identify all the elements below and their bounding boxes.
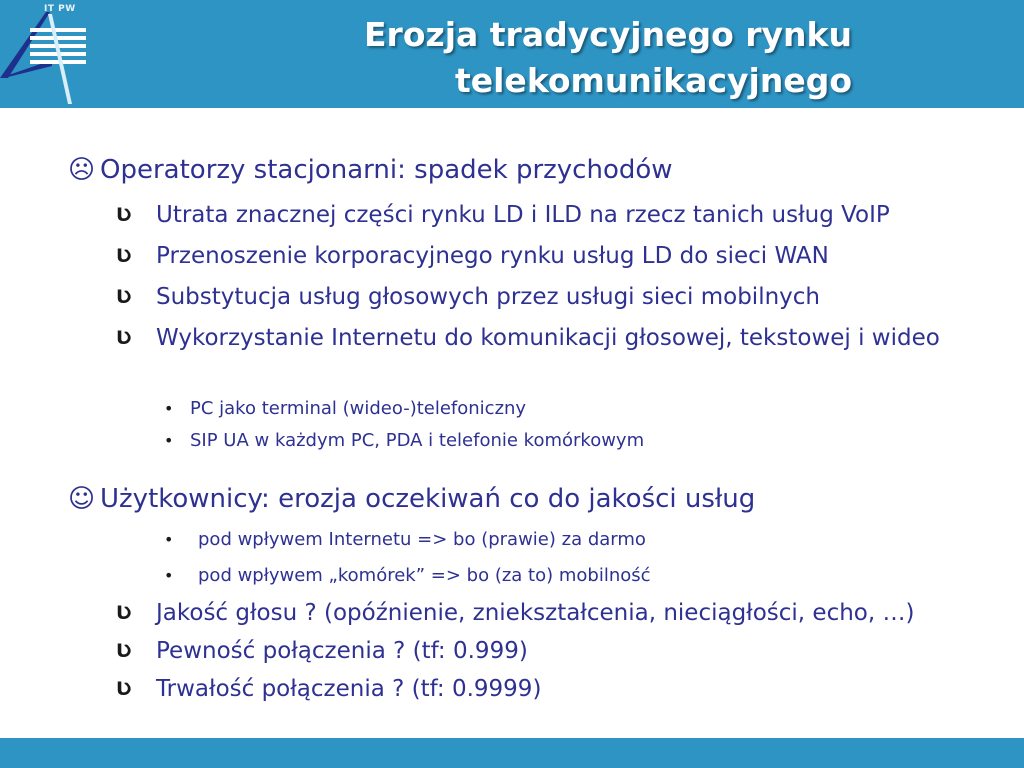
arrow-bullet-icon: Ʋ xyxy=(116,245,132,267)
arrow-bullet-icon: Ʋ xyxy=(116,286,132,308)
section-heading-text: Operatorzy stacjonarni: spadek przychodów xyxy=(100,155,673,185)
university-logo xyxy=(0,0,100,108)
dot-bullet-icon: • xyxy=(164,399,174,418)
list-item xyxy=(116,280,946,314)
sad-face-icon: ☹ xyxy=(68,155,96,185)
header-bar xyxy=(0,0,1024,108)
sub-list-item-text: SIP UA w każdym PC, PDA i telefonie komórkowym xyxy=(190,430,645,451)
arrow-bullet-icon: Ʋ xyxy=(116,640,132,662)
list-item-text: Trwałość połączenia ? (tf: 0.9999) xyxy=(156,676,542,702)
list-item xyxy=(116,672,946,706)
sub-list-item xyxy=(164,561,651,591)
smiley-face-icon: ☺ xyxy=(68,484,96,514)
list-item-text: Utrata znacznej części rynku LD i ILD na rzecz tanich usług VoIP xyxy=(156,202,890,228)
list-item-text: Jakość głosu ? (opóźnienie, zniekształcenia, nieciągłości, echo, …) xyxy=(156,600,915,626)
list-item-text: Substytucja usług głosowych przez usługi sieci mobilnych xyxy=(156,284,821,310)
section-heading-operators xyxy=(68,153,673,187)
dot-bullet-icon: • xyxy=(164,431,174,450)
title-line-2: telekomunikacyjnego xyxy=(454,61,852,100)
list-item xyxy=(116,634,946,668)
arrow-bullet-icon: Ʋ xyxy=(116,204,132,226)
section-heading-users xyxy=(68,482,755,516)
list-item-text: Wykorzystanie Internetu do komunikacji głosowej, tekstowej i wideo xyxy=(156,325,940,351)
title-line-1: Erozja tradycyjnego rynku xyxy=(364,15,852,54)
page-title xyxy=(364,12,852,104)
arrow-bullet-icon: Ʋ xyxy=(116,678,132,700)
logo-text: IT PW xyxy=(44,4,76,14)
list-item xyxy=(116,321,946,355)
dot-bullet-icon: • xyxy=(164,530,174,549)
sub-list-item xyxy=(164,426,644,456)
list-item-text: Pewność połączenia ? (tf: 0.999) xyxy=(156,638,528,664)
sub-list-item-text: pod wpływem „komórek” => bo (za to) mobilność xyxy=(198,565,651,586)
sub-list-item xyxy=(164,525,646,555)
list-item xyxy=(116,198,946,232)
dot-bullet-icon: • xyxy=(164,566,174,585)
footer-bar xyxy=(0,738,1024,768)
sub-list-item-text: PC jako terminal (wideo-)telefoniczny xyxy=(190,398,527,419)
arrow-bullet-icon: Ʋ xyxy=(116,602,132,624)
list-item xyxy=(116,239,946,273)
arrow-bullet-icon: Ʋ xyxy=(116,327,132,349)
section-heading-text: Użytkownicy: erozja oczekiwań co do jakości usług xyxy=(100,484,756,514)
sub-list-item xyxy=(164,394,526,424)
list-item xyxy=(116,596,946,630)
sub-list-item-text: pod wpływem Internetu => bo (prawie) za darmo xyxy=(198,529,646,550)
logo-graphic xyxy=(0,0,100,108)
list-item-text: Przenoszenie korporacyjnego rynku usług LD do sieci WAN xyxy=(156,243,829,269)
